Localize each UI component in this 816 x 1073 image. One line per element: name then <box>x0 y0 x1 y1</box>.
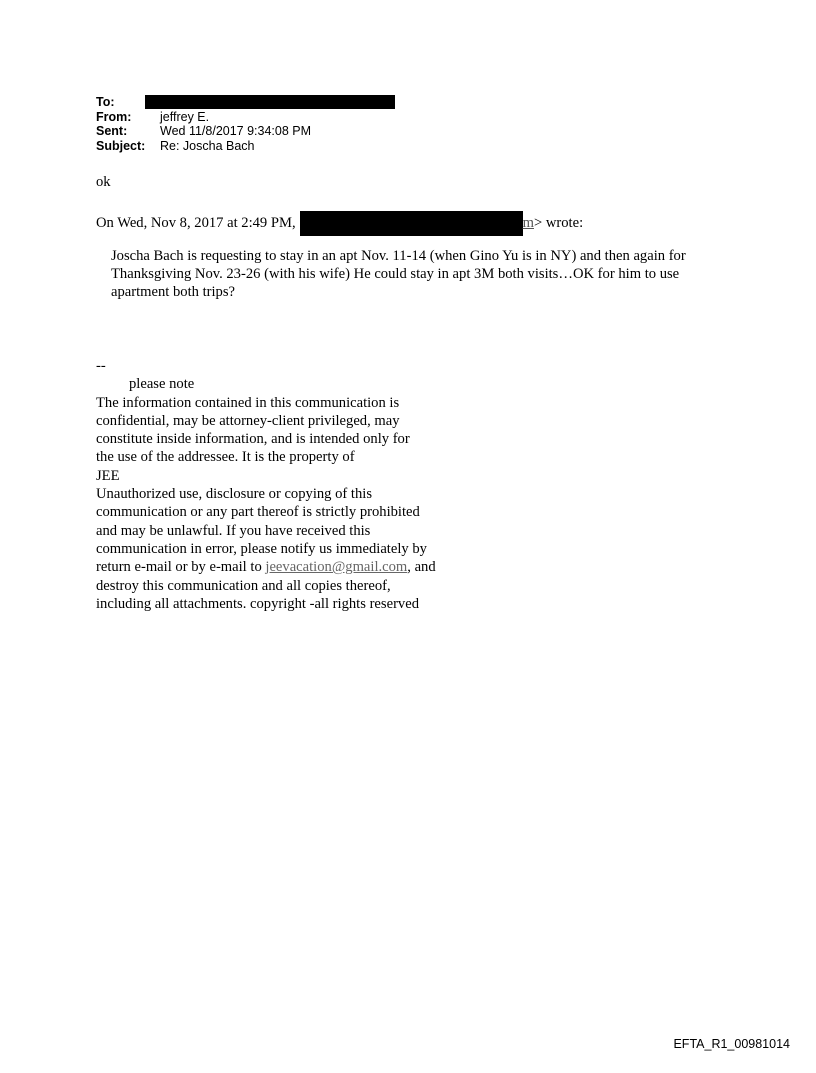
signature-dashes: -- <box>96 358 106 374</box>
signature-line: constitute inside information, and is intended only for <box>96 431 410 448</box>
quote-intro-link-tail[interactable]: m <box>522 215 534 231</box>
from-row <box>96 110 395 125</box>
from-label: From: <box>96 109 132 124</box>
return-line-prefix: return e-mail or by e-mail to <box>96 559 266 576</box>
document-id: EFTA_R1_00981014 <box>673 1037 790 1051</box>
signature-line: JEE <box>96 467 120 484</box>
email-header <box>96 95 395 153</box>
signature-line: including all attachments. copyright -all rights reserved <box>96 595 419 612</box>
return-line-suffix: , and <box>407 559 436 576</box>
note-heading: please note <box>129 376 195 393</box>
sent-value: Wed 11/8/2017 9:34:08 PM <box>160 124 312 138</box>
subject-value: Re: Joscha Bach <box>160 138 255 153</box>
signature-line: and may be unlawful. If you have received this <box>96 522 371 539</box>
signature-line: Unauthorized use, disclosure or copying of this <box>96 486 373 503</box>
subject-row <box>96 139 395 154</box>
quoted-message: Joscha Bach is requesting to stay in an apt Nov. 11-14 (when Gino Yu is in NY) and then again for Thanksgiving Nov. 23-26 (with his wife) He could stay in apt 3M both visits…OK for him to use apartment both trips? <box>111 248 686 300</box>
redaction-bar <box>300 211 523 236</box>
email-link[interactable]: jeevacation@gmail.com <box>265 559 408 576</box>
return-line <box>96 558 476 576</box>
signature-line: the use of the addressee. It is the property of <box>96 449 355 466</box>
signature-block <box>96 357 476 613</box>
signature-line: destroy this communication and all copies thereof, <box>96 577 391 594</box>
sent-row <box>96 124 395 139</box>
quote-intro-prefix: On Wed, Nov 8, 2017 at 2:49 PM, <box>96 215 296 231</box>
signature-line: communication in error, please notify us immediately by <box>96 540 427 557</box>
signature-line: confidential, may be attorney-client privileged, may <box>96 412 400 429</box>
from-value: jeffrey E. <box>160 109 210 124</box>
quote-intro-suffix: > wrote: <box>533 215 584 231</box>
signature-line: communication or any part thereof is strictly prohibited <box>96 504 420 521</box>
subject-label: Subject: <box>96 138 146 153</box>
redaction-bar <box>145 95 395 109</box>
sent-label: Sent: <box>96 124 128 138</box>
signature-line: The information contained in this communication is <box>96 394 400 411</box>
quote-intro <box>96 211 583 236</box>
reply-text: ok <box>96 174 111 190</box>
to-row <box>96 95 395 110</box>
to-label: To: <box>96 95 115 109</box>
